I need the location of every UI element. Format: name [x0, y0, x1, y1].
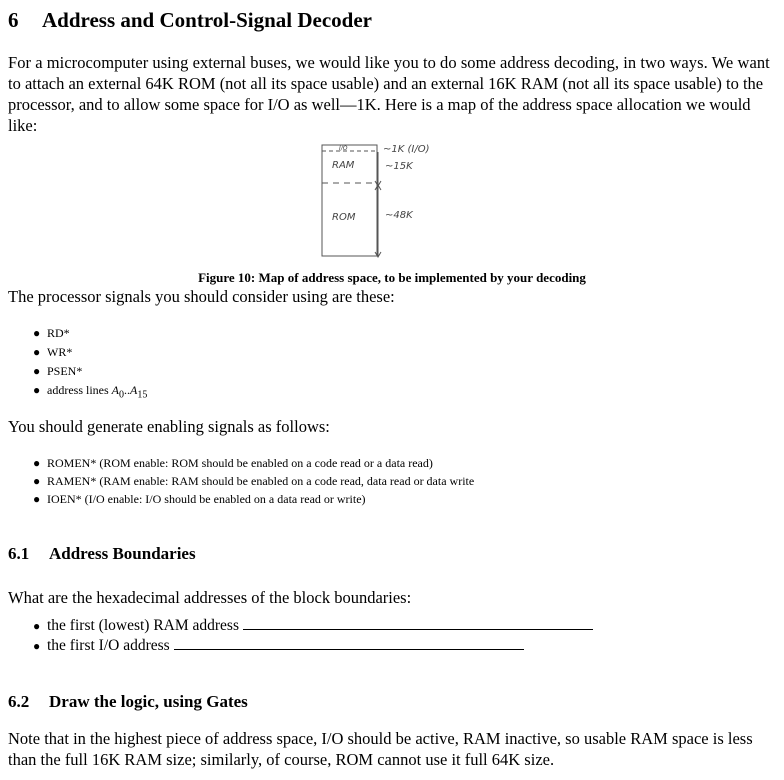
- boundaries-intro: What are the hexadecimal addresses of the block boundaries:: [8, 588, 412, 607]
- io-size-label: ~1K (I/O): [383, 144, 430, 155]
- address-lines-label: address lines $A_0..A_{15}$: [47, 383, 148, 401]
- signals-list: [33, 326, 147, 402]
- signal-label: WR*: [47, 345, 73, 359]
- subsection-heading: [8, 544, 196, 564]
- io-label: I/O: [339, 145, 348, 152]
- subsection-number: 6.1: [8, 544, 30, 563]
- answer-blank[interactable]: [174, 637, 524, 650]
- enables-intro: You should generate enabling signals as follows:: [8, 417, 330, 436]
- boundaries-list: [33, 617, 593, 657]
- note-line: than the full 16K RAM size; similarly, of course, ROM cannot use it full 64K size.: [8, 750, 555, 769]
- list-item: ● PSEN*: [33, 364, 83, 378]
- intro-line: to attach an external 64K ROM (not all its space usable) and an external 16K RAM (not all its space usable) to the: [8, 74, 764, 93]
- enable-label: RAMEN* (RAM enable: RAM should be enabled on a code read, data read or data write: [47, 474, 475, 488]
- list-item: ● WR*: [33, 345, 73, 359]
- answer-blank[interactable]: [243, 617, 593, 630]
- intro-line: For a microcomputer using external buses, we would like you to do some address decoding, in two ways. We want: [8, 53, 770, 72]
- section-heading: [8, 8, 372, 33]
- figure-caption: Figure 10: Map of address space, to be implemented by your decoding: [198, 270, 586, 285]
- section-title: Address and Control-Signal Decoder: [42, 8, 373, 32]
- intro-paragraph: [8, 52, 778, 136]
- boundary-label: the first I/O address: [47, 637, 170, 654]
- subsection-title: Address Boundaries: [49, 544, 196, 563]
- list-item: ● IOEN* (I/O enable: I/O should be enabled on a data read or write): [33, 492, 366, 506]
- enable-label: IOEN* (I/O enable: I/O should be enabled on a data read or write): [47, 492, 366, 506]
- subsection-title: Draw the logic, using Gates: [49, 692, 248, 711]
- enables-list: [33, 456, 474, 510]
- note-line: Note that in the highest piece of address space, I/O should be active, RAM inactive, so usable RAM space is less: [8, 729, 753, 748]
- enable-label: ROMEN* (ROM enable: ROM should be enabled on a code read or a data read): [47, 456, 433, 470]
- signals-intro: The processor signals you should consider using are these:: [8, 287, 395, 306]
- list-item: ● address lines $A_0..A_{15}$: [33, 383, 148, 401]
- ram-size-label: ~15K: [385, 161, 413, 172]
- intro-line: processor, and to allow some space for I/O as well—1K. Here is a map of the address space allocation we would: [8, 95, 751, 114]
- address-map-figure: [315, 138, 475, 263]
- list-item: ● the first (lowest) RAM address: [33, 617, 593, 637]
- ram-label: RAM: [332, 160, 355, 171]
- intro-line: like:: [8, 116, 38, 135]
- subsection-number: 6.2: [8, 692, 30, 711]
- signal-label: PSEN*: [47, 364, 83, 378]
- signal-label: RD*: [47, 326, 70, 340]
- boundary-label: the first (lowest) RAM address: [47, 617, 239, 634]
- list-item: ● ROMEN* (ROM enable: ROM should be enabled on a code read or a data read): [33, 456, 433, 470]
- list-item: ● the first I/O address: [33, 637, 593, 657]
- section-number: 6: [8, 8, 19, 32]
- rom-size-label: ~48K: [385, 210, 413, 221]
- list-item: ● RD*: [33, 326, 70, 340]
- note-paragraph: [8, 728, 778, 770]
- list-item: ● RAMEN* (RAM enable: RAM should be enabled on a code read, data read or data write: [33, 474, 475, 488]
- rom-label: ROM: [332, 212, 356, 223]
- subsection-heading: [8, 692, 248, 712]
